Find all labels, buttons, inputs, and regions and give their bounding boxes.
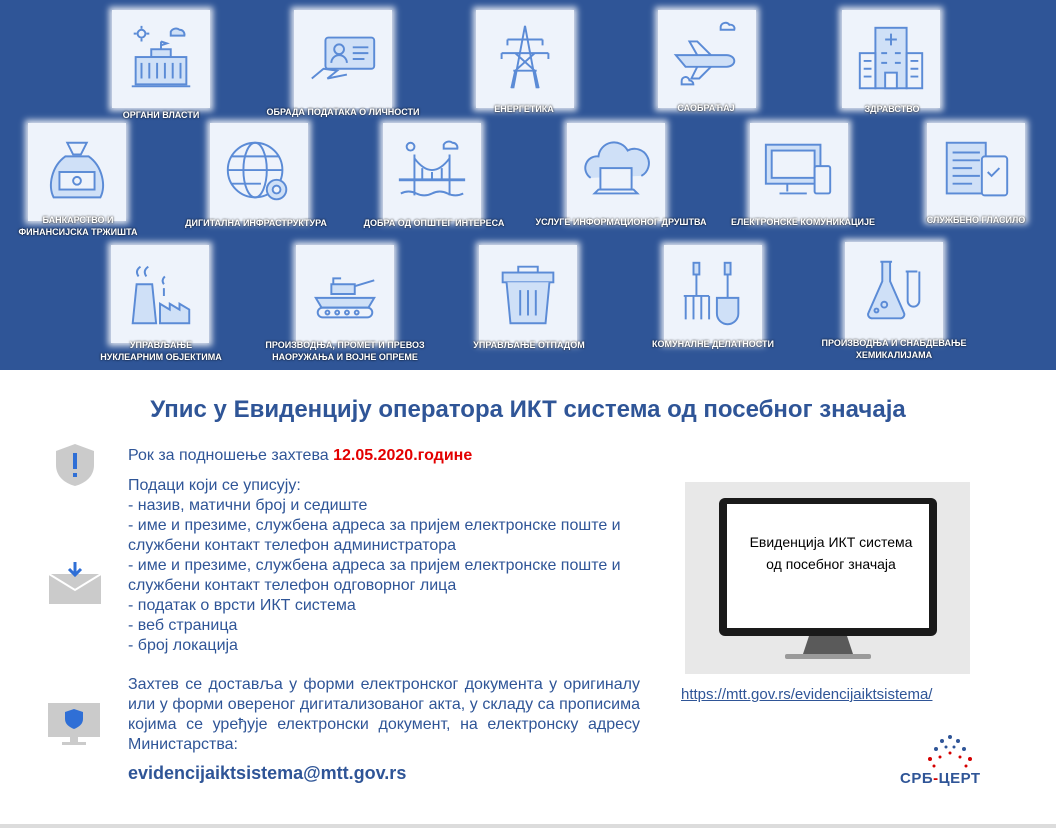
sector-label: ДОБРА ОД ОПШТЕГ ИНТЕРЕСА <box>363 218 505 228</box>
list-item: - веб страница <box>128 617 238 634</box>
shield-alert-icon <box>52 442 98 493</box>
tank-icon <box>296 245 394 343</box>
screen-caption <box>732 531 930 575</box>
airplane-icon <box>658 10 756 108</box>
trash-bin-icon <box>479 245 577 343</box>
sector-label: УПРАВЉАЊЕ ОТПАДОМ <box>473 340 585 350</box>
list-item: - име и презиме, службена адреса за пријем електронске поште и службени контакт телефон одговорног лица <box>128 557 621 594</box>
globe-gear-icon <box>210 123 308 221</box>
id-card-hand-icon <box>294 10 392 108</box>
logo-dash: - <box>933 770 939 787</box>
data-list <box>128 476 643 656</box>
monitor-illustration <box>685 482 970 674</box>
screen-caption-line: Евиденција ИКТ система <box>749 534 913 550</box>
deadline-text <box>128 447 472 465</box>
sector-label: ДИГИТАЛНА ИНФРАСТРУКТУРА <box>185 218 327 228</box>
chemistry-flask-icon <box>845 242 943 340</box>
envelope-download-icon <box>47 560 103 611</box>
sector-label: ЗДРАВСТВО <box>864 104 920 114</box>
list-item: - податак о врсти ИКТ система <box>128 597 356 614</box>
newspaper-tablet-icon <box>927 123 1025 221</box>
sector-label: УПРАВЉАЊЕ НУКЛЕАРНИМ ОБЈЕКТИМА <box>100 340 222 362</box>
power-tower-icon <box>476 10 574 108</box>
government-building-icon <box>112 10 210 108</box>
deadline-date: 12.05.2020.године <box>333 447 473 464</box>
srb-cert-logo <box>900 770 981 787</box>
screen-caption-line: од посебног значаја <box>766 556 896 572</box>
list-item: Подаци који се уписују: <box>128 477 301 494</box>
sector-label: ОБРАДА ПОДАТАКА О ЛИЧНОСТИ <box>266 107 420 117</box>
submission-text: Захтев се доставља у форми електронског документа у оригиналу или у форми овереног дигитализованог акта, у складу са прописима којима се уређује електронски документ, на електронску адресу Министарства: <box>128 676 640 753</box>
registry-link[interactable]: https://mtt.gov.rs/evidencijaiktsistema/ <box>681 686 933 703</box>
bridge-icon <box>383 123 481 221</box>
logo-part: ЦЕРТ <box>938 770 981 787</box>
sector-label: ПРОИЗВОДЊА И СНАБДЕВАЊЕ ХЕМИКАЛИЈАМА <box>821 338 967 360</box>
monitor-shield-icon <box>46 701 102 752</box>
monitor-phone-icon <box>750 123 848 221</box>
hospital-icon <box>842 10 940 108</box>
bottom-divider <box>0 824 1056 828</box>
deadline-label: Рок за подношење захтева <box>128 447 334 464</box>
page-title: Упис у Евиденцију оператора ИКТ система од посебног значаја <box>150 396 906 423</box>
logo-part: СРБ <box>900 770 934 787</box>
sector-label: УСЛУГЕ ИНФОРМАЦИОНОГ ДРУШТВА <box>535 217 707 227</box>
monitor-icon <box>685 482 970 674</box>
list-item: - име и презиме, службена адреса за пријем електронске поште и службени контакт телефон администратора <box>128 517 621 554</box>
rake-shovel-icon <box>664 245 762 343</box>
sector-label: КОМУНАЛНЕ ДЕЛАТНОСТИ <box>651 339 775 349</box>
email-address[interactable]: evidencijaiktsistema@mtt.gov.rs <box>128 763 407 783</box>
money-bag-icon <box>28 123 126 221</box>
sector-banner <box>0 0 1056 370</box>
sector-label: БАНКАРСТВО И ФИНАНСИЈСКА ТРЖИШТА <box>18 215 138 237</box>
sector-label: ЕЛЕКТРОНСКЕ КОМУНИКАЦИЈЕ <box>730 217 876 227</box>
sector-label: СЛУЖБЕНО ГЛАСИЛО <box>926 215 1026 225</box>
sector-label: ЕНЕРГЕТИКА <box>494 104 554 114</box>
sector-label: ПРОИЗВОДЊА, ПРОМЕТ И ПРЕВОЗ НАОРУЖАЊА И ВОЈНЕ ОПРЕМЕ <box>265 340 425 362</box>
sector-label: САОБРАЋАЈ <box>677 103 735 113</box>
cloud-laptop-icon <box>567 123 665 221</box>
list-item: - број локација <box>128 637 238 654</box>
nuclear-plant-icon <box>111 245 209 343</box>
list-item: - назив, матични број и седиште <box>128 497 368 514</box>
sector-label: ОРГАНИ ВЛАСТИ <box>122 110 200 120</box>
